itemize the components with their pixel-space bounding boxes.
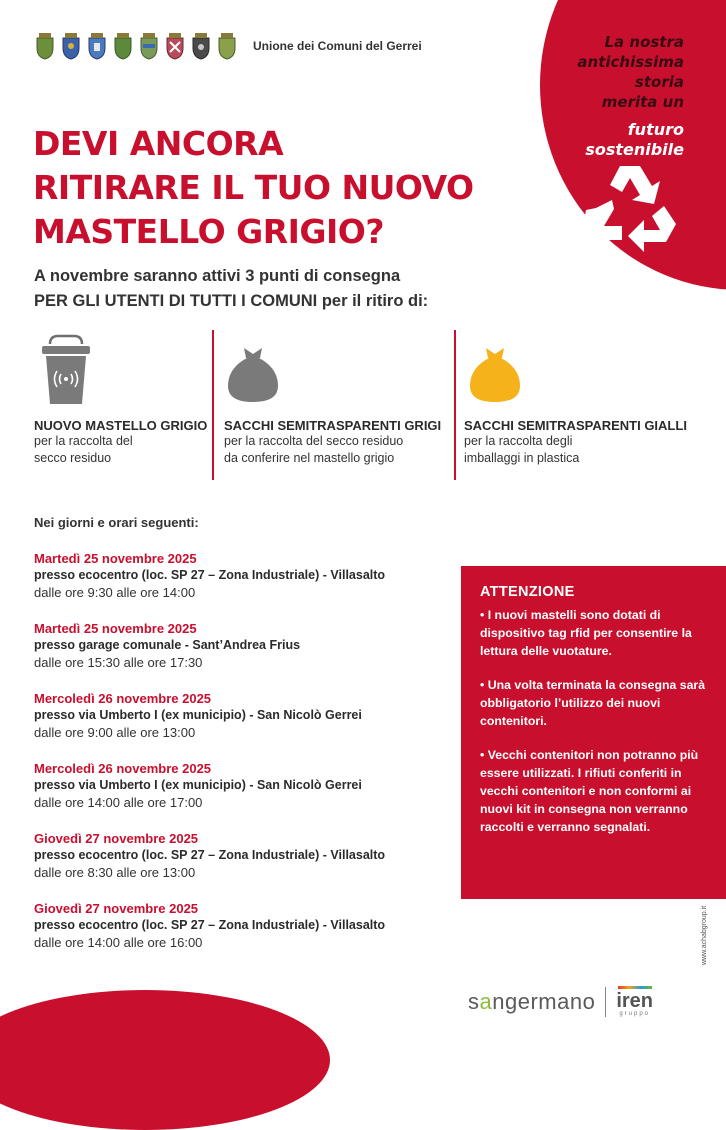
item-desc: secco residuo (34, 451, 112, 465)
item-desc: da conferire nel mastello grigio (224, 451, 395, 465)
schedule-list (34, 550, 454, 970)
slogan-line: sostenibile (585, 140, 684, 159)
crest-icon (112, 32, 134, 60)
items-section (34, 330, 694, 480)
headline-line: RITIRARE IL TUO NUOVO (33, 168, 474, 207)
logo-text: gruppo (619, 1011, 651, 1017)
slogan-line: La nostra (604, 33, 684, 51)
crest-icon (164, 32, 186, 60)
attention-bullet: • I nuovi mastelli sono dotati di dispositivo tag rfid per consentire la lettura delle vuotature. (480, 608, 692, 658)
item-title: SACCHI SEMITRASPARENTI GRIGI (224, 418, 442, 433)
entry-date: Giovedì 27 novembre 2025 (34, 831, 199, 846)
item-yellow-bags (464, 330, 694, 480)
slogan-line: futuro (627, 120, 684, 139)
intro-emphasis: PER GLI UTENTI DI TUTTI I COMUNI (34, 292, 318, 310)
grey-bin-icon (40, 334, 92, 406)
entry-time: dalle ore 8:30 alle ore 13:00 (34, 865, 196, 880)
item-desc: imballaggi in plastica (464, 451, 580, 465)
schedule-entry (34, 830, 454, 900)
schedule-entry (34, 550, 454, 620)
item-desc: per la raccolta del secco residuo (224, 434, 404, 448)
schedule-entry (34, 690, 454, 760)
entry-date: Martedì 25 novembre 2025 (34, 551, 197, 566)
crest-icon (60, 32, 82, 60)
credit-url: www.achabgroup.it (701, 905, 708, 965)
crest-icon (138, 32, 160, 60)
attention-bullet: • Vecchi contenitori non potranno più essere utilizzati. I rifiuti conferiti in vecchi contenitori e non conformi ai nuovi kit in consegna non verranno raccolti e verranno segnalati. (480, 748, 699, 834)
slogan-line: merita un (601, 93, 684, 111)
item-grey-bin (34, 330, 209, 480)
schedule-entry (34, 620, 454, 690)
attention-title: ATTENZIONE (480, 584, 575, 600)
entry-time: dalle ore 9:00 alle ore 13:00 (34, 725, 196, 740)
item-title: SACCHI SEMITRASPARENTI GIALLI (464, 418, 687, 433)
schedule-entry (34, 900, 454, 970)
crest-icon (190, 32, 212, 60)
intro-line (34, 289, 428, 314)
crest-icon (86, 32, 108, 60)
entry-time: dalle ore 14:00 alle ore 16:00 (34, 935, 203, 950)
slogan-line: storia (634, 73, 684, 91)
entry-time: dalle ore 14:00 alle ore 17:00 (34, 795, 203, 810)
union-name: Unione dei Comuni del Gerrei (253, 39, 422, 53)
municipal-crests (34, 32, 238, 60)
logo-text: a (479, 988, 493, 1014)
entry-place: presso ecocentro (loc. SP 27 – Zona Industriale) - Villasalto (34, 918, 386, 932)
entry-place: presso via Umberto I (ex municipio) - San Nicolò Gerrei (34, 778, 362, 792)
logo-text: iren (616, 990, 654, 1012)
entry-place: presso garage comunale - Sant’Andrea Frius (34, 638, 301, 652)
entry-place: presso ecocentro (loc. SP 27 – Zona Industriale) - Villasalto (34, 568, 386, 582)
entry-date: Giovedì 27 novembre 2025 (34, 901, 199, 916)
headline (33, 122, 474, 254)
entry-date: Mercoledì 26 novembre 2025 (34, 761, 212, 776)
item-desc: per la raccolta degli (464, 434, 573, 448)
headline-line: MASTELLO GRIGIO? (33, 212, 384, 251)
footer-logos (468, 986, 653, 1017)
entry-place: presso via Umberto I (ex municipio) - San Nicolò Gerrei (34, 708, 362, 722)
slogan-line: antichissima (577, 53, 684, 71)
logo-text: ngermano (492, 988, 596, 1014)
yellow-bag-icon (466, 344, 524, 404)
item-title: NUOVO MASTELLO GRIGIO (34, 418, 208, 433)
separator (212, 330, 214, 480)
item-desc: per la raccolta del (34, 434, 133, 448)
sangermano-logo (468, 989, 595, 1015)
attention-box (461, 566, 726, 899)
headline-line: DEVI ANCORA (33, 124, 284, 163)
corner-decoration-bottom (0, 990, 330, 1130)
grey-bag-icon (224, 344, 282, 404)
iren-logo (616, 986, 653, 1017)
recycle-icon (582, 160, 682, 256)
separator (454, 330, 456, 480)
intro-text (34, 264, 428, 314)
logo-divider (605, 987, 606, 1017)
intro-line: A novembre saranno attivi 3 punti di consegna (34, 267, 401, 285)
crest-icon (34, 32, 56, 60)
slogan (577, 32, 684, 160)
entry-place: presso ecocentro (loc. SP 27 – Zona Industriale) - Villasalto (34, 848, 386, 862)
logo-text: s (468, 988, 480, 1014)
schedule-intro: Nei giorni e orari seguenti: (34, 515, 199, 530)
entry-date: Mercoledì 26 novembre 2025 (34, 691, 212, 706)
item-grey-bags (224, 330, 454, 480)
entry-time: dalle ore 9:30 alle ore 14:00 (34, 585, 196, 600)
crest-icon (216, 32, 238, 60)
iren-bar (618, 986, 652, 989)
attention-bullet: • Una volta terminata la consegna sarà obbligatorio l’utilizzo dei nuovi contenitori. (480, 678, 706, 728)
schedule-entry (34, 760, 454, 830)
entry-date: Martedì 25 novembre 2025 (34, 621, 197, 636)
intro-rest: per il ritiro di: (317, 292, 429, 310)
entry-time: dalle ore 15:30 alle ore 17:30 (34, 655, 203, 670)
